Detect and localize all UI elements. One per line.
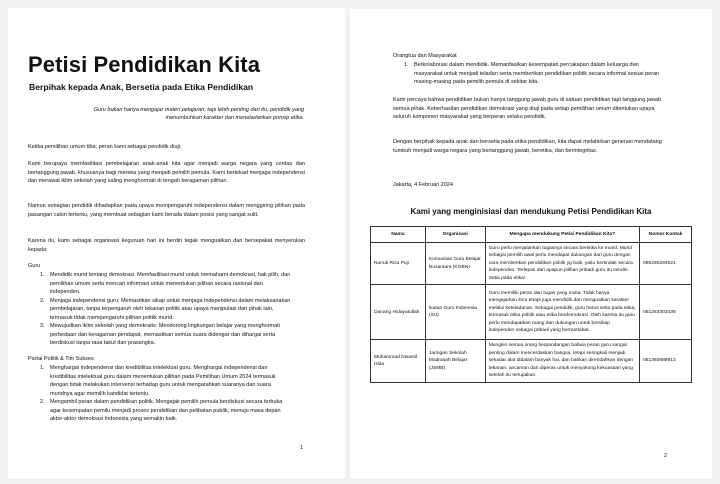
- cell-organization: Komunitas Guru Belajar Nusantara (KGBN): [425, 243, 485, 285]
- guru-list: [36, 271, 291, 348]
- list-item-text: Mendidik murid tentang demokrasi. Memfasilitasi murid untuk memahami demokrasi, hak pilih, dan pemilihan umum serta mencari informasi untuk menentukan pilihan secara rasional dan independen.: [50, 272, 291, 295]
- list-item: 1. Berkolaborasi dalam mendidik. Memanfaatkan kesempatan percakapan dalam keluarga dan masyarakat untuk menjadi teladan serta memberikan pendidikan politik secara informal sesuai peran masing-masing pada pemilih pemula di sekitar kita.: [404, 62, 660, 85]
- section-label-guru: Guru: [28, 263, 41, 269]
- cell-name: Nunuk Riza Puji: [371, 243, 426, 285]
- cell-contact: 081393989913: [640, 340, 692, 382]
- table-row: [371, 285, 692, 340]
- paragraph: Namun sebagian pendidik dihadapkan pada upaya mempengaruhi independensi dalam menggiring pilihan pada pasangan calon tertentu, yang membuat sebagian kami berada dalam posisi yang sangat sulit.: [28, 203, 305, 218]
- place-date: Jakarta, 4 Februari 2024: [393, 182, 453, 188]
- list-item: 1. Menghargai independensi dan kredibilitas intelektual guru. Menghargai independensi dan kredibilitas intelektual guru dalam menentukan pilihan pada Pemilihan Umum 2024 termasuk dengan tidak melakukan intervensi terhadap guru untuk mengarahkan suaranya dan suara muridnya agar memilih kandidat tertentu.: [40, 365, 276, 397]
- paragraph: Ketika pemilihan umum tiba, peran kami sebagai pendidik diuji.: [28, 144, 182, 150]
- list-item: 3. Mewujudkan iklim sekolah yang demokratis: Mendorong lingkungan belajar yang menghormati perbedaan dan keragaman pendapat, memastikan semua suara didengar dan dihargai serta berdiskusi tanpa rasa takut dan prasangka.: [40, 323, 280, 346]
- column-header: Mengapa mendukung Petisi Pendidikan Kita?: [485, 227, 639, 243]
- list-item-text: Mewujudkan iklim sekolah yang demokratis: Mendorong lingkungan belajar yang menghormati perbedaan dan keragaman pendapat, memastikan semua suara didengar dan dihargai serta berdiskusi tanpa rasa takut dan prasangka.: [50, 323, 280, 346]
- list-item-text: Menghargai independensi dan kredibilitas intelektual guru. Menghargai independensi dan kredibilitas intelektual guru dalam menentukan pilihan pada Pemilihan Umum 2024 termasuk dengan tidak melakukan intervensi terhadap guru untuk mengarahkan suaranya dan suara muridnya agar memilih kandidat tertentu.: [50, 365, 276, 397]
- cell-contact: 085290294521: [640, 243, 692, 285]
- column-header: Nama: [371, 227, 426, 243]
- table-row: [371, 243, 692, 285]
- document-page-2: [350, 9, 712, 478]
- cell-reason: Mungkin semua orang berpandangan bahwa peran guru sangat penting dalam mencerdaskan bangsa, tetapi seringkali menjadi sekadar alat didalam banyak hal, dan bahkan direndahkan dengan tekanan, ancaman dan diperas untuk menyokong kekuasaan yang setelah itu terlupakan.: [485, 340, 639, 382]
- cell-reason: Guru memiliki peran dan tugas yang mulia. Tidak hanya mengajarkan ilmu tetapi juga mendidik dan menguatkan karakter melalui keteladanan. Sebagai pendidik, guru harus setia pada etika, termasuk etika politik atau etika berdemokrasi. Oleh karena itu guru perlu mendapatkan ruang dan dukungan untuk bersikap independen sebagai pribadi yang bermartabat.: [485, 285, 639, 340]
- signatories-heading: Kami yang menginisiasi dan mendukung Petisi Pendidikan Kita: [410, 207, 652, 216]
- cell-name: Danang Hidayatullah: [371, 285, 426, 340]
- signatories-table: [370, 226, 692, 383]
- list-item: 2. Mengambil peran dalam pendidikan politik. Mengajak pemilih pemula berdiskusi secara terbuka agar kesempatan pemilu menjadi proses pendidikan dan pelibatan publik, menuju masa depan aktor-aktor demokrasi Indonesia yang semakin baik.: [40, 399, 283, 422]
- cell-reason: Guru perlu menjalankan tugasnya secara beretika ke murid. Murid sebagai pemilih awal perlu mendapat dukungan dari guru dengan cara memberikan pendidikan politik yg baik, yaitu bertindak secara independen. Terlepas dari apapun pilihan pribadi guru itu sendiri. Setia pada etika!: [485, 243, 639, 285]
- section-label-partai: Partai Politik & Tim Sukses: [28, 356, 94, 362]
- orangtua-list: [400, 61, 660, 87]
- list-item-text: Menjaga independensi guru: Memastikan sikap untuk menjaga independensi dalam melaksanakan pembelajaran, tanpa terpengaruh oleh tekanan politik atau upaya manipulasi dari pihak lain, termasuk tidak mempengaruhi pilihan politik murid.: [50, 297, 291, 321]
- list-item-text: Berkolaborasi dalam mendidik. Memanfaatkan kesempatan percakapan dalam keluarga dan masyarakat untuk menjadi teladan serta memberikan pendidikan politik secara informal sesuai peran masing-masing pada pemilih pemula di sekitar kita.: [414, 62, 660, 85]
- cell-organization: Jaringan Sekolah Madrasah Belajar (JSMB): [425, 340, 485, 382]
- page-number: 1: [300, 445, 304, 451]
- paragraph: Kami percaya bahwa pendidikan bukan hanya tanggung jawab guru di satuan pendidikan tapi tanggung jawab semua pihak. Keberhasilan pendidikan demokrasi yang diuji pada setiap pemilihan umum ditentukan upaya seluruh komponen masyarakat yang berperan selaku pendidik.: [393, 97, 662, 120]
- page-number: 2: [664, 453, 668, 459]
- column-header: Organisasi: [425, 227, 485, 243]
- cell-name: Muhammad Nisamil Hida: [371, 340, 426, 382]
- paragraph: Kami berupaya memfasilitasi pembelajaran anak-anak kita agar menjadi warga negara yang cerdas dan bertanggung jawab, khususnya bagi mereka yang menjadi pemilih pemula. Kami bertekad menjaga independensi dan merawat iklim sekolah yang saling menghormati di tengah keragaman pilihan.: [28, 161, 305, 184]
- paragraph: Dengan berpihak kepada anak dan bersetia pada etika pendidikan, kita dapat melahirkan generasi mendatang tumbuh menjadi warga negara yang bertanggung jawab, beretika, dan berintegritas.: [393, 139, 662, 154]
- paragraph: Karena itu, kami sebagai organisasi keguruan hari ini berdiri tegak menguatkan dan bersepakat menyerukan kepada:: [28, 238, 305, 253]
- list-item-text: Mengambil peran dalam pendidikan politik. Mengajak pemilih pemula berdiskusi secara terbuka agar kesempatan pemilu menjadi proses pendidikan dan pelibatan publik, menuju masa depan aktor-aktor demokrasi Indonesia yang semakin baik.: [50, 399, 283, 422]
- list-item: 1. Mendidik murid tentang demokrasi. Memfasilitasi murid untuk memahami demokrasi, hak pilih, dan pemilihan umum serta mencari informasi untuk menentukan pilihan secara rasional dan independen.: [40, 272, 291, 295]
- partai-list: [36, 364, 291, 424]
- page-title: Petisi Pendidikan Kita: [28, 52, 261, 77]
- column-header: Nomor Kontak: [640, 227, 692, 243]
- document-page-1: [8, 8, 345, 478]
- table-header-row: [371, 227, 692, 243]
- cell-organization: Ikatan Guru Indonesia (IGI): [425, 285, 485, 340]
- table-row: [371, 340, 692, 382]
- page-subtitle: Berpihak kepada Anak, Bersetia pada Etika Pendidikan: [29, 82, 254, 92]
- epigraph-quote: Guru bukan hanya mengajar materi pelajaran, tapi lebih penting dari itu, pendidik yang menumbuhkan karakter dan meneladankan prinsip etika.: [93, 107, 304, 122]
- cell-contact: 081283303435: [640, 285, 692, 340]
- list-item: 2. Menjaga independensi guru: Memastikan sikap untuk menjaga independensi dalam melaksanakan pembelajaran, tanpa terpengaruh oleh tekanan politik atau upaya manipulasi dari pihak lain, termasuk tidak mempengaruhi pilihan politik murid.: [40, 297, 291, 321]
- section-label-orangtua: Orangtua dan Masyarakat: [393, 53, 457, 59]
